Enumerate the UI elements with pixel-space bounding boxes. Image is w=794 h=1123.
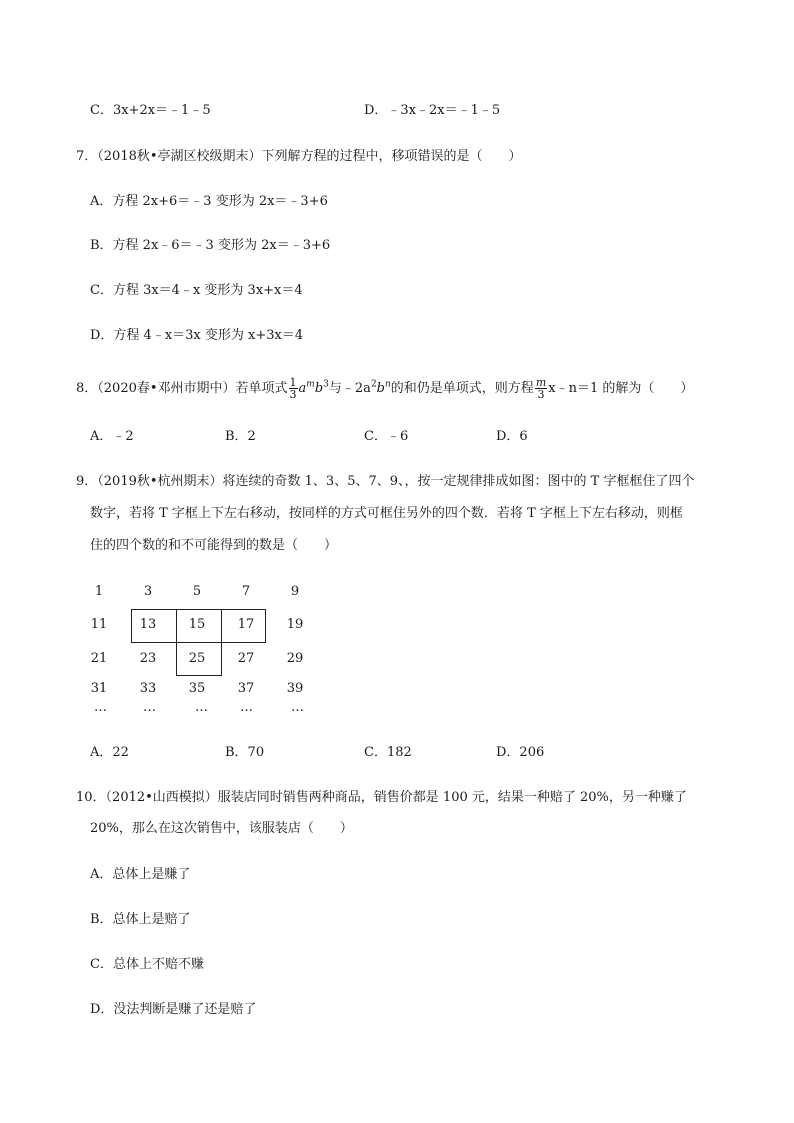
grid-ellipsis: … [240,700,254,715]
grid-ellipsis: … [195,700,209,715]
q10-option-a: A．总体上是赚了 [90,867,191,882]
grid-cell: 13 [139,617,157,632]
grid-cell: 37 [237,681,255,696]
grid-cell: 39 [286,681,304,696]
grid-cell: 27 [237,651,255,666]
grid-cell: 23 [139,651,157,666]
grid-cell: 11 [90,617,108,632]
q8-fraction-m-third [535,377,547,400]
frac-denominator: 3 [537,388,545,401]
q10-line-1: 10．（2012•山西模拟）服装店同时销售两种商品，销售价都是 100 元，结果一种赔了 20%，另一种赚了 [76,790,687,805]
frac-numerator: 1 [289,376,297,389]
grid-cell: 35 [188,681,206,696]
grid-cell: 3 [143,584,153,599]
q8-stem [76,377,693,400]
q8-term-a: a [298,381,307,396]
grid-cell: 29 [286,651,304,666]
q8-mid: 与﹣2a [328,381,371,396]
grid-cell: 9 [290,584,300,599]
q9-line-1: 9．（2019秋•杭州期末）将连续的奇数 1、3、5、7、9、，按一定规律排成如图：图中的 T 字框框住了四个 [76,474,695,489]
grid-cell: 15 [188,617,206,632]
grid-cell: 33 [139,681,157,696]
q8-option-c: C．﹣6 [364,429,409,444]
q8-option-b: B．2 [225,429,256,444]
q10-option-b: B．总体上是赔了 [90,912,191,927]
q10-option-c: C．总体上不赔不赚 [90,957,204,972]
q8-prefix: 8．（2020春•邓州市期中）若单项式 [76,381,288,396]
grid-cell: 5 [192,584,202,599]
q8-tail: x﹣n＝1 的解为（ ） [548,381,694,396]
q6-option-c: C．3x+2x＝﹣1﹣5 [90,103,211,118]
q9-option-c: C．182 [364,745,412,760]
q8-mid-b-exp: n [385,379,391,390]
q8-term-b: b [314,381,324,396]
grid-cell: 31 [90,681,108,696]
grid-cell: 17 [237,617,255,632]
q8-option-a: A．﹣2 [90,429,134,444]
grid-cell: 25 [188,651,206,666]
q9-line-3: 住的四个数的和不可能得到的数是（ ） [90,538,338,553]
frac-numerator: m [535,376,547,389]
grid-cell: 21 [90,651,108,666]
q10-line-2: 20%，那么在这次销售中，该服装店（ ） [90,821,353,836]
q10-option-d: D．没法判断是赚了还是赔了 [90,1002,257,1017]
q8-mid-text: 的和仍是单项式，则方程 [390,381,534,396]
q7-stem: 7．（2018秋•亭湖区校级期末）下列解方程的过程中，移项错误的是（ ） [76,149,522,164]
q9-option-d: D．206 [496,745,545,760]
grid-cell: 7 [241,584,251,599]
q9-option-b: B．70 [225,745,265,760]
grid-ellipsis: … [291,700,305,715]
grid-ellipsis: … [143,700,157,715]
q7-option-c: C．方程 3x＝4﹣x 变形为 3x+x＝4 [90,283,303,298]
q8-fraction-one-third [289,377,298,400]
q8-option-d: D．6 [496,429,528,444]
q8-term-a-exp: m [306,379,315,390]
frac-denominator: 3 [289,388,297,401]
q9-option-a: A．22 [90,745,129,760]
q7-option-a: A．方程 2x+6＝﹣3 变形为 2x＝﹣3+6 [90,194,328,209]
grid-cell: 19 [286,617,304,632]
q8-mid-b: b [376,381,385,396]
q7-option-d: D．方程 4﹣x＝3x 变形为 x+3x＝4 [90,328,304,343]
q8-mid-exp: 2 [370,379,377,390]
grid-cell: 1 [94,584,104,599]
q8-term-b-exp: 3 [323,379,329,390]
q6-option-d: D．﹣3x﹣2x＝﹣1﹣5 [364,103,501,118]
q7-option-b: B．方程 2x﹣6＝﹣3 变形为 2x＝﹣3+6 [90,238,331,253]
grid-ellipsis: … [94,700,108,715]
q9-line-2: 数字，若将 T 字框上下左右移动，按同样的方式可框住另外的四个数．若将 T 字框上下左右移动，则框 [90,506,683,521]
